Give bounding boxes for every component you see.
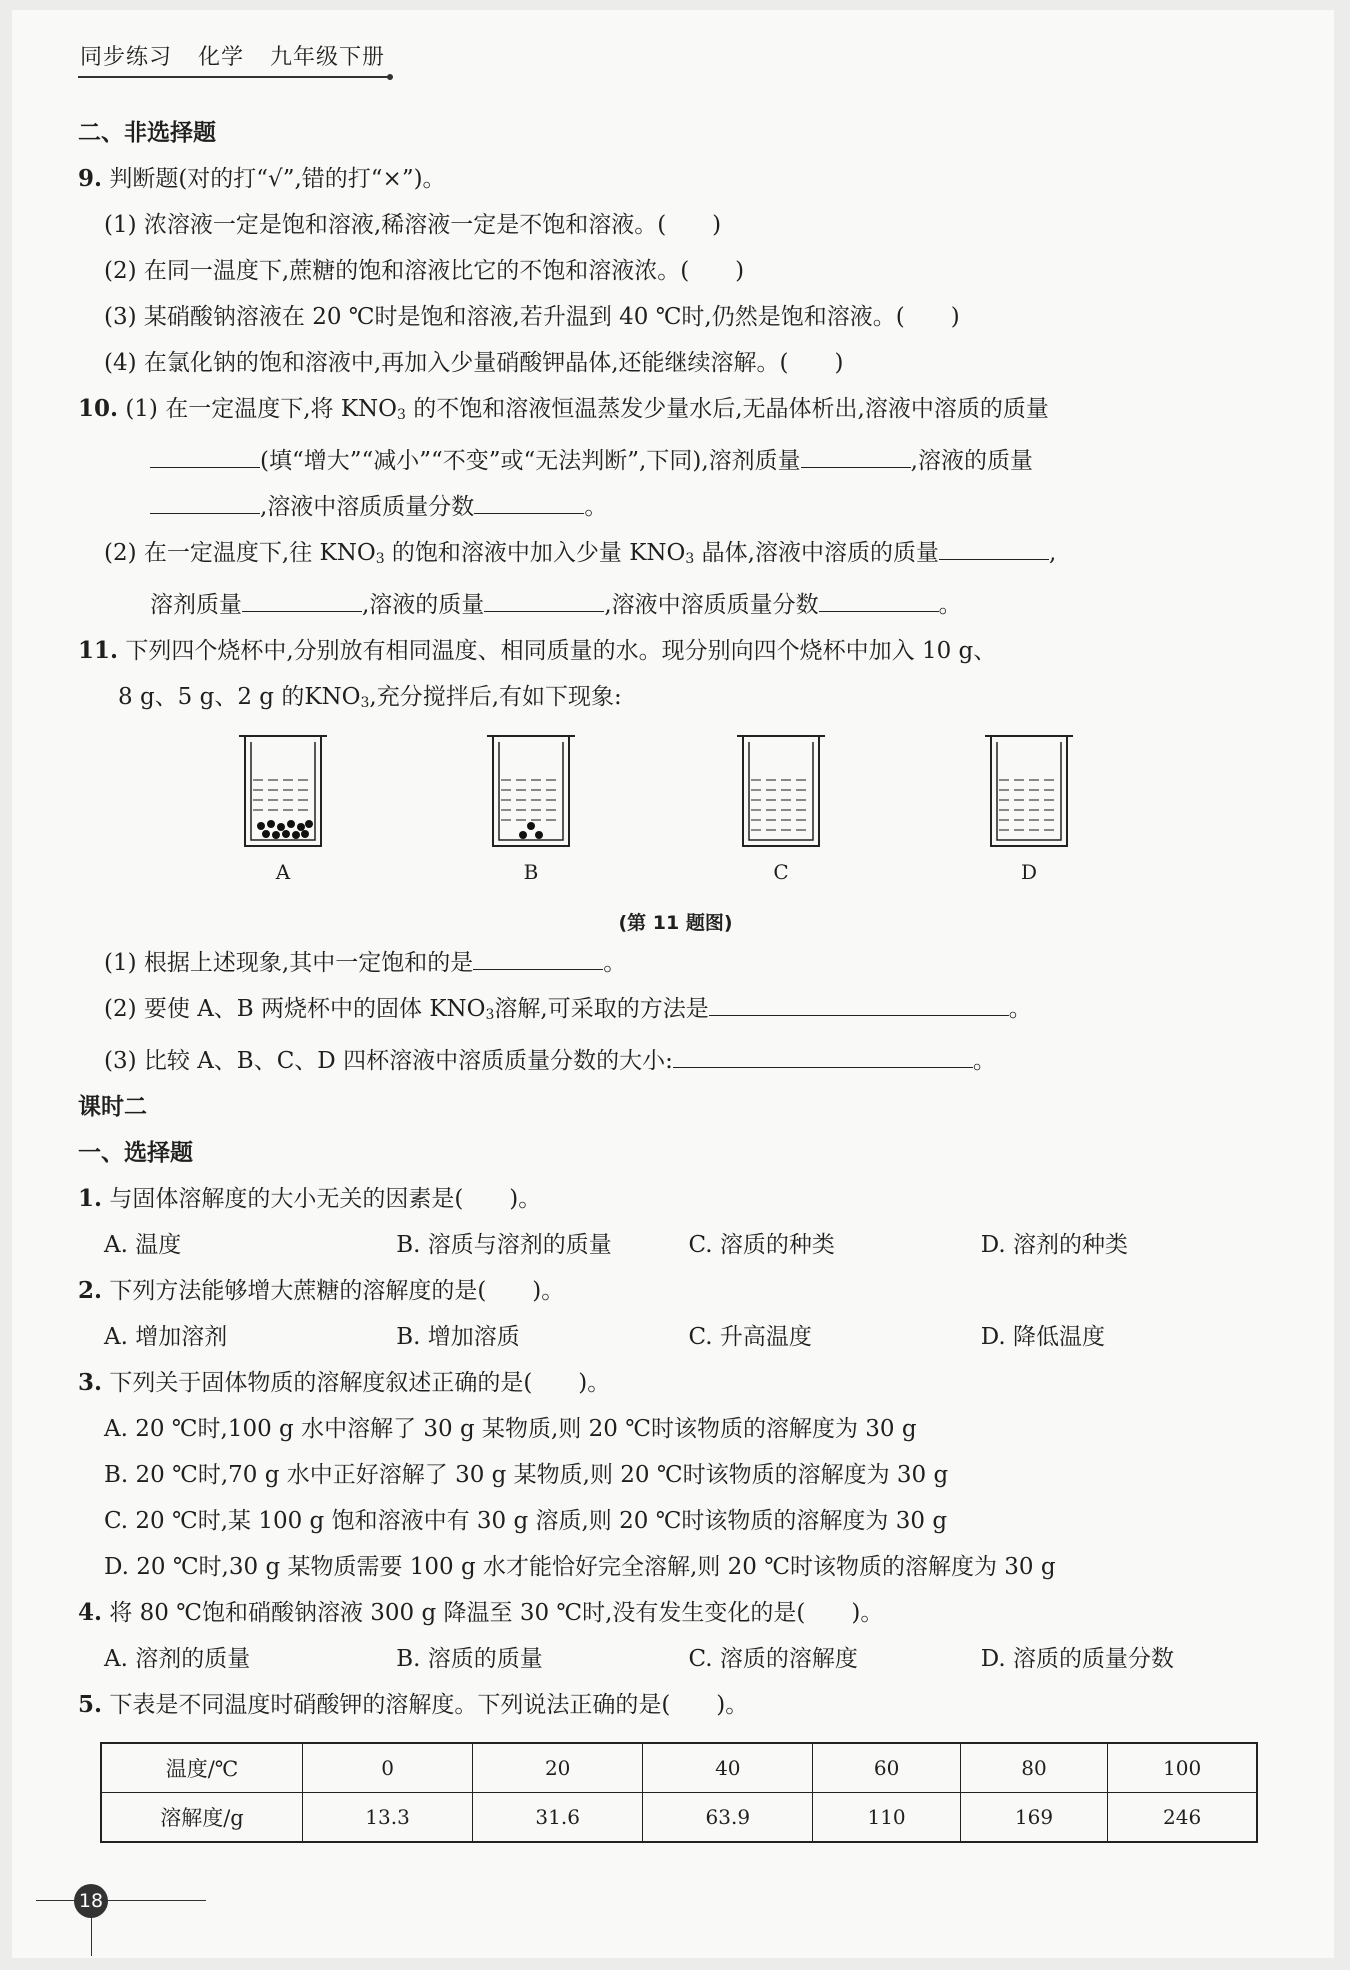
- section-heading-nonchoice: 二、非选择题: [78, 120, 216, 146]
- question-10-part1-line2: [78, 438, 1273, 484]
- table-cell: 63.9: [643, 1793, 813, 1843]
- answer-blank[interactable]: [242, 585, 362, 612]
- question-text: ,: [1048, 540, 1057, 566]
- answer-blank[interactable]: [150, 441, 260, 468]
- header-grade: 九年级下册: [270, 45, 386, 70]
- answer-blank[interactable]: [484, 585, 604, 612]
- table-cell: 169: [960, 1793, 1107, 1843]
- question-9-item: (2) 在同一温度下,蔗糖的饱和溶液比它的不饱和溶液浓。( ): [104, 258, 745, 284]
- beaker-c: [726, 732, 836, 884]
- choice-options: [78, 1636, 1273, 1682]
- subscript: 3: [360, 695, 370, 711]
- question-11-sub2: [78, 986, 1273, 1038]
- option[interactable]: C. 溶质的溶解度: [688, 1646, 858, 1672]
- table-row: [101, 1743, 1257, 1793]
- question-text: 。: [584, 494, 608, 520]
- answer-blank[interactable]: [819, 585, 939, 612]
- choice-options: [78, 1222, 1273, 1268]
- option[interactable]: A. 20 ℃时,100 g 水中溶解了 30 g 某物质,则 20 ℃时该物质的溶解度为 30 g: [104, 1416, 917, 1442]
- answer-blank[interactable]: [673, 1041, 973, 1068]
- question-text: (1) 在一定温度下,将 KNO: [125, 396, 398, 422]
- solubility-table: [100, 1742, 1258, 1843]
- question-text: 8 g、5 g、2 g 的KNO: [118, 684, 361, 710]
- question-text: ,充分搅拌后,有如下现象:: [369, 684, 622, 710]
- option[interactable]: C. 20 ℃时,某 100 g 饱和溶液中有 30 g 溶质,则 20 ℃时该物质的溶解度为 30 g: [104, 1508, 948, 1534]
- beaker-b: [476, 732, 586, 884]
- footer-rule: [36, 1900, 206, 1901]
- header-book: 同步练习: [80, 45, 173, 70]
- table-cell: 246: [1108, 1793, 1257, 1843]
- question-9-item: (3) 某硝酸钠溶液在 20 ℃时是饱和溶液,若升温到 40 ℃时,仍然是饱和溶液。( ): [104, 304, 960, 330]
- answer-blank[interactable]: [473, 943, 603, 970]
- question-text: 下列关于固体物质的溶解度叙述正确的是( )。: [109, 1370, 611, 1396]
- header-rule: [78, 76, 390, 78]
- question-text: 的饱和溶液中加入少量 KNO: [384, 540, 686, 566]
- figure-caption: (第 11 题图): [618, 912, 733, 934]
- question-number: 9.: [78, 165, 103, 192]
- question-text: (2) 要使 A、B 两烧杯中的固体 KNO: [104, 996, 486, 1022]
- question-10-part1-line3: [78, 484, 1273, 530]
- choice-question-1: [78, 1176, 1273, 1222]
- question-text: 下列方法能够增大蔗糖的溶解度的是( )。: [109, 1278, 565, 1304]
- question-text: 判断题(对的打“√”,错的打“×”)。: [109, 166, 446, 192]
- option[interactable]: A. 增加溶剂: [104, 1324, 228, 1350]
- question-number: 11.: [78, 637, 119, 664]
- textbook-page: [12, 10, 1334, 1958]
- option[interactable]: B. 溶质的质量: [396, 1646, 543, 1672]
- beaker-a-drawing: [233, 732, 333, 852]
- table-cell: 20: [473, 1743, 643, 1793]
- question-text: ,溶液中溶质质量分数: [260, 494, 475, 520]
- option[interactable]: B. 溶质与溶剂的质量: [396, 1232, 612, 1258]
- question-11-stem-line1: [78, 628, 1273, 674]
- subscript: 3: [485, 1007, 495, 1023]
- question-10-part1-line1: [78, 386, 1273, 438]
- subscript: 3: [375, 551, 385, 567]
- question-text: 溶解,可采取的方法是: [494, 996, 709, 1022]
- question-text: ,溶液的质量: [910, 448, 1033, 474]
- choice-options: [78, 1314, 1273, 1360]
- answer-blank[interactable]: [150, 487, 260, 514]
- question-text: 。: [972, 1048, 996, 1074]
- choice-question-4: [78, 1590, 1273, 1636]
- option[interactable]: D. 20 ℃时,30 g 某物质需要 100 g 水才能恰好完全溶解,则 20 ℃时该物质的溶解度为 30 g: [104, 1554, 1056, 1580]
- answer-blank[interactable]: [939, 533, 1049, 560]
- question-text: (填“增大”“减小”“不变”或“无法判断”,下同),溶剂质量: [260, 448, 801, 474]
- subscript: 3: [397, 407, 406, 423]
- subscript: 3: [685, 551, 695, 567]
- header-subject: 化学: [198, 45, 245, 70]
- table-row-header: 温度/℃: [101, 1743, 303, 1793]
- beaker-a: [228, 732, 338, 884]
- option[interactable]: D. 溶质的质量分数: [980, 1646, 1174, 1672]
- page-number: 18: [74, 1884, 108, 1918]
- table-cell: 80: [960, 1743, 1107, 1793]
- question-11-sub3: [78, 1038, 1273, 1084]
- answer-blank[interactable]: [474, 487, 584, 514]
- option[interactable]: B. 增加溶质: [396, 1324, 520, 1350]
- beaker-label: C: [773, 860, 789, 884]
- choice-question-2: [78, 1268, 1273, 1314]
- option[interactable]: C. 溶质的种类: [688, 1232, 835, 1258]
- option[interactable]: C. 升高温度: [688, 1324, 812, 1350]
- beaker-b-drawing: [481, 732, 581, 852]
- section-heading-choice: 一、选择题: [78, 1140, 193, 1166]
- question-number: 2.: [78, 1277, 103, 1304]
- question-text: 。: [603, 950, 627, 976]
- question-number: 5.: [78, 1691, 103, 1718]
- option[interactable]: B. 20 ℃时,70 g 水中正好溶解了 30 g 某物质,则 20 ℃时该物质的溶解度为 30 g: [104, 1462, 949, 1488]
- question-text: 。: [1008, 996, 1032, 1022]
- question-text: 。: [938, 592, 962, 618]
- table-cell: 0: [303, 1743, 473, 1793]
- table-row-header: 溶解度/g: [101, 1793, 303, 1843]
- choice-question-5: [78, 1682, 1273, 1728]
- answer-blank[interactable]: [801, 441, 911, 468]
- table-row: [101, 1793, 1257, 1843]
- option[interactable]: A. 溶剂的质量: [104, 1646, 251, 1672]
- table-cell: 13.3: [303, 1793, 473, 1843]
- choice-question-3: [78, 1360, 1273, 1406]
- question-10-part2-line1: [78, 530, 1273, 582]
- question-9-stem: [78, 156, 1273, 202]
- table-cell: 100: [1108, 1743, 1257, 1793]
- question-number: 1.: [78, 1185, 103, 1212]
- page-content: [78, 110, 1273, 1843]
- table-cell: 110: [813, 1793, 960, 1843]
- option[interactable]: A. 温度: [104, 1232, 182, 1258]
- beaker-label: B: [523, 860, 539, 884]
- question-text: (3) 比较 A、B、C、D 四杯溶液中溶质质量分数的大小:: [104, 1048, 673, 1074]
- table-cell: 40: [643, 1743, 813, 1793]
- question-11-sub1: [78, 940, 1273, 986]
- question-10-part2-line2: [78, 582, 1273, 628]
- question-text: 将 80 ℃饱和硝酸钠溶液 300 g 降温至 30 ℃时,没有发生变化的是( )。: [109, 1600, 884, 1626]
- question-11-stem-line2: [78, 674, 1273, 726]
- question-number: 10.: [78, 395, 119, 422]
- beaker-d-drawing: [979, 732, 1079, 852]
- question-number: 4.: [78, 1599, 103, 1626]
- table-cell: 60: [813, 1743, 960, 1793]
- question-text: 下列四个烧杯中,分别放有相同温度、相同质量的水。现分别向四个烧杯中加入 10 g、: [125, 638, 997, 664]
- beaker-label: A: [275, 860, 291, 884]
- beaker-figure: [78, 726, 1273, 906]
- question-text: 的不饱和溶液恒温蒸发少量水后,无晶体析出,溶液中溶质的质量: [405, 396, 1049, 422]
- question-text: (1) 根据上述现象,其中一定饱和的是: [104, 950, 474, 976]
- option[interactable]: D. 溶剂的种类: [980, 1232, 1128, 1258]
- lesson-heading: 课时二: [78, 1094, 147, 1120]
- beaker-d: [974, 732, 1084, 884]
- question-text: ,溶液的质量: [362, 592, 485, 618]
- question-text: 晶体,溶液中溶质的质量: [694, 540, 939, 566]
- question-text: 与固体溶解度的大小无关的因素是( )。: [109, 1186, 542, 1212]
- beaker-label: D: [1020, 860, 1038, 884]
- question-text: (2) 在一定温度下,往 KNO: [104, 540, 376, 566]
- question-text: 下表是不同温度时硝酸钾的溶解度。下列说法正确的是( )。: [109, 1692, 749, 1718]
- question-text: 溶剂质量: [150, 592, 242, 618]
- question-9-item: (1) 浓溶液一定是饱和溶液,稀溶液一定是不饱和溶液。( ): [104, 212, 722, 238]
- answer-blank[interactable]: [709, 989, 1009, 1016]
- question-number: 3.: [78, 1369, 103, 1396]
- beaker-c-drawing: [731, 732, 831, 852]
- running-header: [80, 40, 403, 71]
- question-9-item: (4) 在氯化钠的饱和溶液中,再加入少量硝酸钾晶体,还能继续溶解。( ): [104, 350, 844, 376]
- option[interactable]: D. 降低温度: [980, 1324, 1105, 1350]
- footer-rule-vertical: [91, 1916, 92, 1956]
- question-text: ,溶液中溶质质量分数: [604, 592, 819, 618]
- table-cell: 31.6: [473, 1793, 643, 1843]
